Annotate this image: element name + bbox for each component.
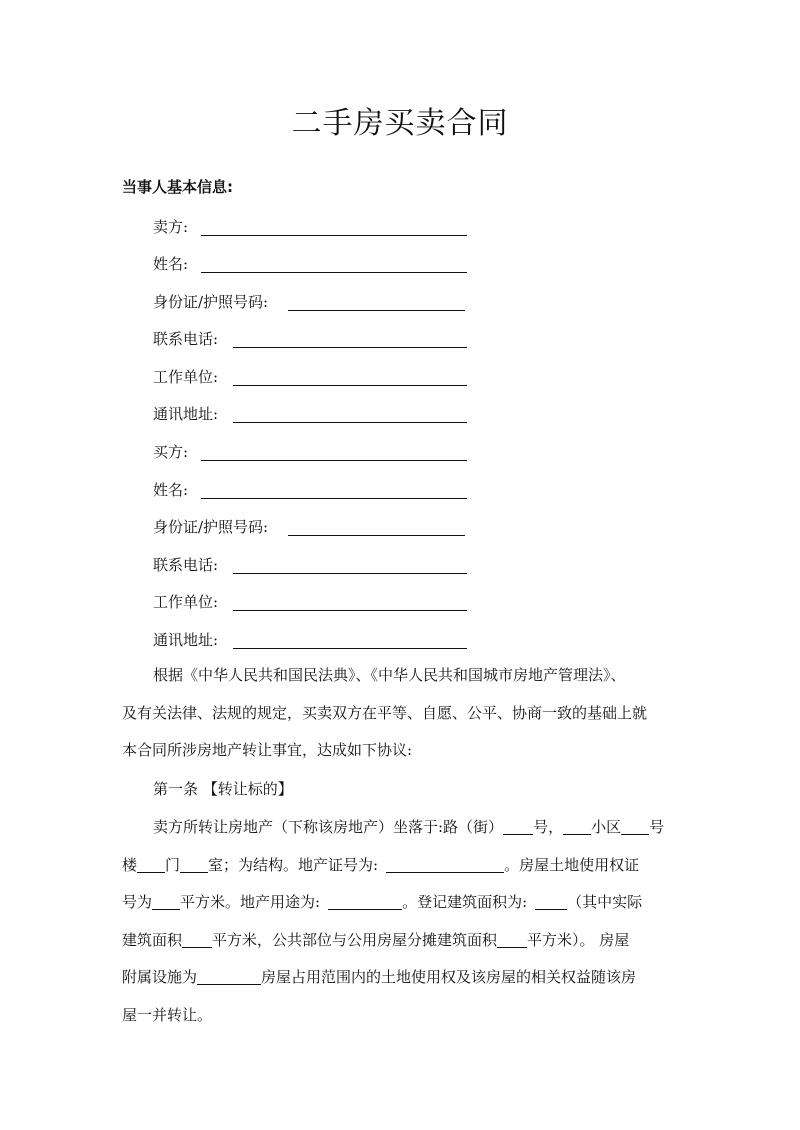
shared-area-blank[interactable] [497,929,527,948]
preamble-line: 本合同所涉房地产转让事宜，达成如下协议: [122,741,413,759]
seller-name-field [153,250,188,278]
text: 号为 [122,893,153,911]
text: 。登记建筑面积为: [402,893,528,911]
buyer-id-field [153,513,268,541]
field-label: 联系电话: [153,556,219,574]
text: 卖方所转让房地产（下称该房地产）坐落于:路（街） [153,818,504,836]
text: 。房屋土地使用权证 [504,855,640,874]
text: 建筑面积 [122,930,183,949]
seller-name-blank[interactable] [201,272,467,273]
article-line [122,959,687,997]
buyer-address-field [153,626,218,654]
property-cert-blank[interactable] [386,854,504,873]
buyer-employer-blank[interactable] [233,610,467,611]
registered-area-blank[interactable] [535,891,567,910]
field-label: 卖方: [153,218,189,236]
article-line [122,922,687,960]
article-1-body [122,809,687,1034]
buyer-field [153,438,188,466]
text: 平方米。地产用途为: [180,893,321,911]
preamble-line: 根据《中华人民共和国民法典》、《中华人民共和国城市房地产管理法》、 [153,666,626,684]
seller-blank[interactable] [201,235,467,236]
text: （其中实际 [567,893,643,911]
seller-address-field [153,400,218,428]
seller-phone-blank[interactable] [233,347,467,348]
field-label: 姓名: [153,255,189,273]
article-1-title: 第一条 【转让标的】 [153,780,293,798]
article-line [122,997,687,1035]
field-label: 联系电话: [153,330,219,348]
document-title: 二手房买卖合同 [291,106,509,141]
preamble [122,657,687,770]
parties-heading: 当事人基本信息: [122,178,233,196]
field-label: 身份证/护照号码: [153,518,269,536]
preamble-line: 及有关法律、法规的规定，买卖双方在平等、自愿、公平、协商一致的基础上就 [122,703,648,722]
buyer-phone-blank[interactable] [233,573,467,574]
article-line [122,847,687,885]
buyer-blank[interactable] [201,460,467,461]
land-use-blank[interactable] [328,891,402,910]
text: 楼 [122,855,138,874]
text: 附属设施为 [122,968,198,986]
community-blank[interactable] [563,816,591,835]
field-label: 身份证/护照号码: [153,293,269,311]
article-line [122,809,687,847]
text: 小区 [591,818,622,836]
number-blank[interactable] [621,816,649,835]
field-label: 姓名: [153,481,189,499]
text: 房屋占用范围内的土地使用权及该房屋的相关权益随该房 [261,968,637,986]
buyer-name-blank[interactable] [201,498,467,499]
buyer-name-field [153,476,188,504]
text: 屋一并转让。 [122,1005,213,1024]
street-no-blank[interactable] [503,816,533,835]
seller-phone-field [153,325,218,353]
text: 号 [649,818,665,836]
seller-employer-blank[interactable] [233,385,467,386]
seller-id-field [153,288,268,316]
buyer-phone-field [153,551,218,579]
unit-blank[interactable] [180,854,208,873]
building-blank[interactable] [137,854,165,873]
facilities-blank[interactable] [197,966,261,985]
text: 号， [533,818,564,836]
text: 门 [165,855,181,874]
actual-area-blank[interactable] [182,929,212,948]
field-label: 工作单位: [153,368,219,386]
field-label: 通讯地址: [153,405,219,423]
field-label: 买方: [153,443,189,461]
buyer-address-blank[interactable] [233,648,467,649]
field-label: 工作单位: [153,593,219,611]
land-cert-blank[interactable] [152,891,180,910]
buyer-employer-field [153,588,218,616]
article-line [122,884,687,922]
seller-address-blank[interactable] [233,422,467,423]
seller-id-blank[interactable] [288,310,465,311]
text: 平方米，公共部位与公用房屋分摊建筑面积 [212,930,498,949]
text: 平方米）。 房屋 [527,930,630,949]
buyer-id-blank[interactable] [288,535,465,536]
seller-field [153,213,188,241]
text: 室；为结构。地产证号为: [208,855,379,874]
seller-employer-field [153,363,218,391]
field-label: 通讯地址: [153,631,219,649]
